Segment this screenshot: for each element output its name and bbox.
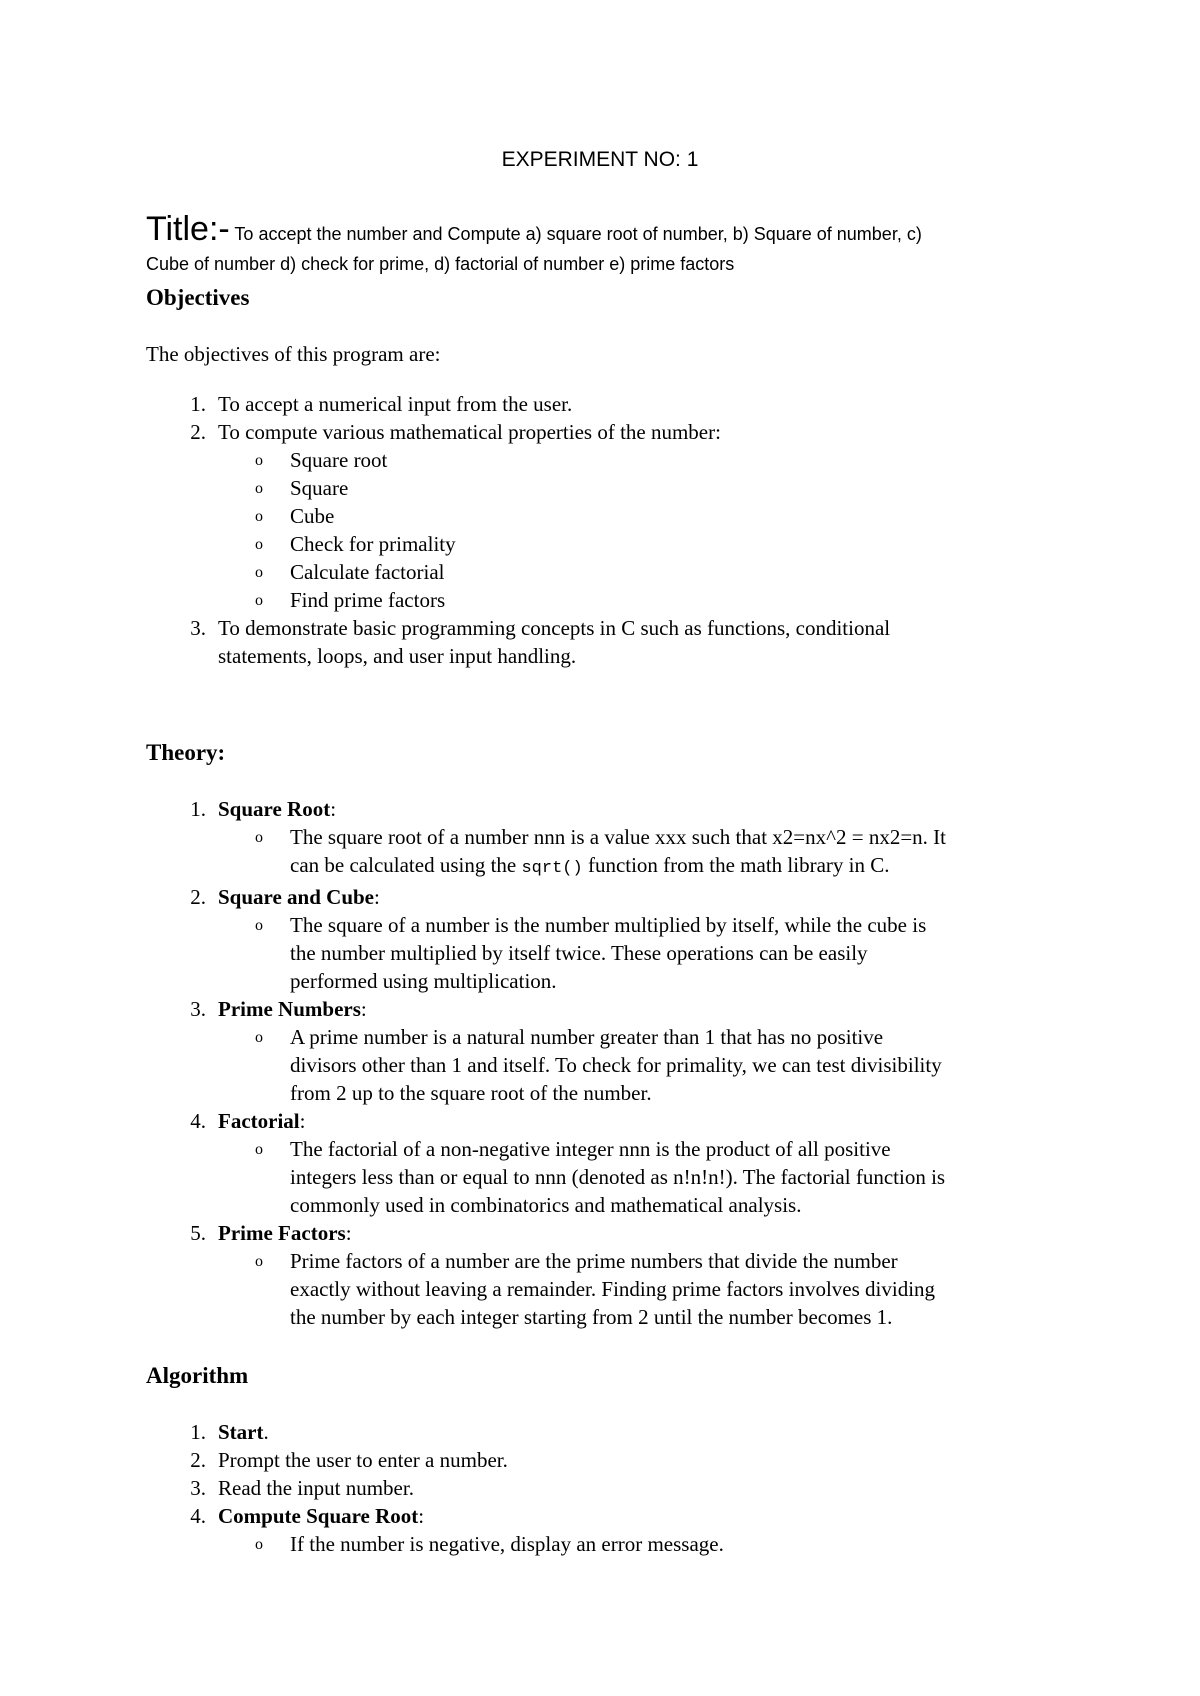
sublist-item: o Square root bbox=[218, 446, 1066, 474]
bullet-icon: o bbox=[255, 592, 263, 609]
bullet-icon: o bbox=[255, 564, 263, 581]
bullet-icon: o bbox=[255, 1536, 263, 1553]
title-block bbox=[146, 208, 1066, 276]
list-item: 5. Prime Factors: o Prime factors of a number are the prime numbers that divide the number exactly without leaving a remainder. Finding prime factors involves dividing the number by each integer starting from 2 until the number becomes 1. bbox=[146, 1219, 1066, 1331]
list-number: 2. bbox=[190, 1448, 206, 1472]
bullet-icon: o bbox=[255, 917, 263, 934]
bullet-icon: o bbox=[255, 480, 263, 497]
bullet-icon: o bbox=[255, 829, 263, 846]
list-item: 3. Read the input number. bbox=[146, 1474, 1066, 1502]
bullet-icon: o bbox=[255, 1253, 263, 1270]
list-number: 3. bbox=[190, 997, 206, 1021]
objectives-heading: Objectives bbox=[146, 285, 250, 310]
code-sqrt: sqrt() bbox=[521, 859, 583, 878]
sublist-item: o Find prime factors bbox=[218, 586, 1066, 614]
list-item: 4. Factorial: o The factorial of a non-negative integer nnn is the product of all positive integers less than or equal to nnn (denoted as n!n!n!). The factorial function is commonly used in combinatorics and mathematical analysis. bbox=[146, 1107, 1066, 1219]
sublist-item: o If the number is negative, display an error message. bbox=[218, 1530, 1066, 1558]
sublist-item: o Calculate factorial bbox=[218, 558, 1066, 586]
list-item: 1. To accept a numerical input from the user. bbox=[146, 390, 1066, 418]
list-number: 3. bbox=[190, 616, 206, 640]
list-number: 1. bbox=[190, 797, 206, 821]
list-item: 1. Square Root: o The square root of a number nnn is a value xxx such that x2=nx^2 = nx2=n. It can be calculated using the sqrt() function from the math library in C. bbox=[146, 795, 1066, 883]
bullet-icon: o bbox=[255, 508, 263, 525]
list-number: 4. bbox=[190, 1109, 206, 1133]
list-number: 5. bbox=[190, 1221, 206, 1245]
sublist-item: o A prime number is a natural number greater than 1 that has no positive divisors other than 1 and itself. To check for primality, we can test divisibility from 2 up to the square root of the number. bbox=[255, 1025, 942, 1105]
list-item: 2. To compute various mathematical properties of the number: o Square root o Square o Cube o Check for primality o Calculate factorial o Find prime factors bbox=[146, 418, 1066, 614]
list-number: 1. bbox=[190, 392, 206, 416]
sublist-item: o Cube bbox=[218, 502, 1066, 530]
bullet-icon: o bbox=[255, 1141, 263, 1158]
list-number: 2. bbox=[190, 420, 206, 444]
title-text-line1: To accept the number and Compute a) square root of number, b) Square of number, c) bbox=[229, 224, 922, 244]
objectives-list bbox=[146, 390, 1066, 670]
list-item: 3. Prime Numbers: o A prime number is a natural number greater than 1 that has no positive divisors other than 1 and itself. To check for primality, we can test divisibility from 2 up to the square root of the number. bbox=[146, 995, 1066, 1107]
sublist-item: o The square of a number is the number multiplied by itself, while the cube is the number multiplied by itself twice. These operations can be easily performed using multiplication. bbox=[255, 913, 927, 993]
list-item: 2. Prompt the user to enter a number. bbox=[146, 1446, 1066, 1474]
algorithm-heading: Algorithm bbox=[146, 1363, 249, 1388]
bullet-icon: o bbox=[255, 452, 263, 469]
list-item: 4. Compute Square Root: o If the number is negative, display an error message. bbox=[146, 1502, 1066, 1558]
bullet-icon: o bbox=[255, 536, 263, 553]
title-text-line2: Cube of number d) check for prime, d) factorial of number e) prime factors bbox=[146, 254, 735, 274]
list-number: 3. bbox=[190, 1476, 206, 1500]
sublist-item: o The square root of a number nnn is a value xxx such that x2=nx^2 = nx2=n. It can be calculated using the sqrt() function from the math library in C. bbox=[255, 825, 946, 878]
list-item: 1. Start. bbox=[146, 1418, 1066, 1446]
list-item: 2. Square and Cube: o The square of a number is the number multiplied by itself, while the cube is the number multiplied by itself twice. These operations can be easily performed using multiplication. bbox=[146, 883, 1066, 995]
title-label: Title:- bbox=[146, 210, 230, 248]
sublist-item: o Check for primality bbox=[218, 530, 1066, 558]
experiment-number: EXPERIMENT NO: 1 bbox=[501, 148, 699, 171]
list-item: 3. To demonstrate basic programming concepts in C such as functions, conditional statements, loops, and user input handling. bbox=[146, 614, 1066, 670]
theory-list bbox=[146, 795, 1066, 1331]
list-number: 2. bbox=[190, 885, 206, 909]
sublist-item: o Square bbox=[218, 474, 1066, 502]
sublist-item: o Prime factors of a number are the prime numbers that divide the number exactly without leaving a remainder. Finding prime factors involves dividing the number by each integer starting from 2 until the number becomes 1. bbox=[255, 1249, 936, 1329]
bullet-icon: o bbox=[255, 1029, 263, 1046]
list-number: 1. bbox=[190, 1420, 206, 1444]
theory-heading: Theory: bbox=[146, 740, 226, 765]
objectives-intro: The objectives of this program are: bbox=[146, 342, 441, 366]
algorithm-list bbox=[146, 1418, 1066, 1558]
sublist-item: o The factorial of a non-negative integer nnn is the product of all positive integers less than or equal to nnn (denoted as n!n!n!). The factorial function is commonly used in combinatorics and mathematical analysis. bbox=[255, 1137, 946, 1217]
sublist bbox=[218, 446, 1066, 614]
list-number: 4. bbox=[190, 1504, 206, 1528]
